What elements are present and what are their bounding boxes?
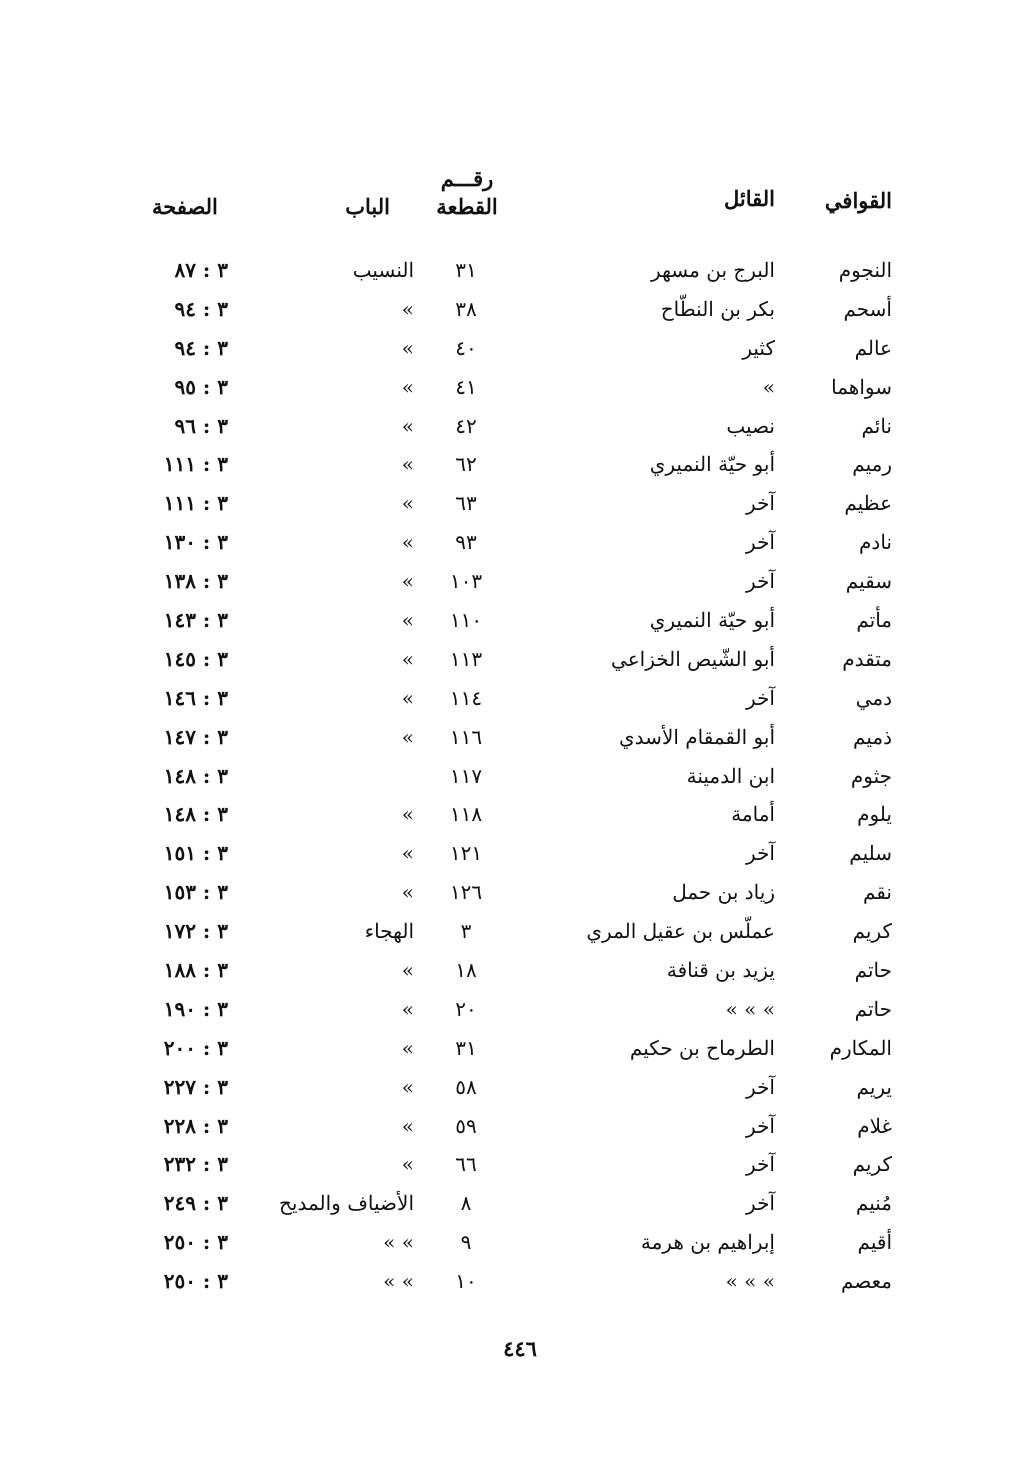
page-ref-cell: ٣ : ٢٢٧	[163, 1074, 228, 1099]
qail-cell: آخر	[746, 1152, 775, 1177]
piece-number-cell: ١٠	[455, 1269, 477, 1294]
qawafi-cell: كريم	[852, 1152, 892, 1177]
qail-cell: آخر	[746, 491, 775, 516]
qawafi-cell: كريم	[852, 919, 892, 944]
chapter-cell: »	[401, 1113, 414, 1138]
page-ref-cell: ٣ : ٢٣٢	[163, 1152, 228, 1177]
qawafi-cell: دمي	[855, 685, 892, 710]
qawafi-cell: نائم	[861, 413, 892, 438]
piece-number-cell: ٤٢	[455, 413, 477, 438]
qail-cell: البرج بن مسهر	[651, 258, 775, 282]
qawafi-cell: عظيم	[844, 491, 892, 516]
piece-number-cell: ١١٨	[449, 802, 483, 827]
qail-cell: نصيب	[726, 413, 775, 438]
piece-number-cell: ١١٣	[449, 646, 483, 671]
qail-cell: آخر	[746, 1191, 775, 1216]
page-ref-cell: ٣ : ٩٥	[174, 374, 228, 399]
qawafi-cell: أسحم	[843, 296, 892, 321]
page-ref-cell: ٣ : ١٤٥	[163, 646, 228, 671]
qail-cell: أبو حيّة النميري	[649, 608, 775, 633]
chapter-cell: »	[401, 374, 414, 399]
piece-number-cell: ٣	[460, 919, 472, 944]
qail-cell: إبراهيم بن هرمة	[640, 1230, 775, 1255]
chapter-cell: »	[401, 1074, 414, 1099]
qail-cell: »	[762, 374, 775, 399]
qail-cell: آخر	[746, 1113, 775, 1138]
page-ref-cell: ٣ : ١١١	[163, 491, 228, 516]
table-row	[0, 329, 1020, 368]
piece-number-cell: ٨	[460, 1191, 472, 1216]
piece-number-cell: ١٠٣	[449, 569, 483, 594]
qail-cell: آخر	[746, 530, 775, 555]
chapter-cell: »	[401, 491, 414, 516]
chapter-cell: »	[401, 958, 414, 983]
qail-cell: آخر	[746, 841, 775, 866]
table-row	[0, 1029, 1020, 1068]
table-row	[0, 1223, 1020, 1262]
piece-number-cell: ١١٧	[449, 763, 483, 788]
piece-number-cell: ٩٣	[455, 530, 477, 555]
qail-cell: كثير	[742, 335, 775, 360]
qawafi-cell: المكارم	[829, 1035, 892, 1060]
qail-cell: أبو حيّة النميري	[649, 452, 775, 477]
chapter-cell: »	[401, 996, 414, 1021]
table-row	[0, 1262, 1020, 1301]
table-row	[0, 290, 1020, 329]
table-row	[0, 1068, 1020, 1107]
page-ref-cell: ٣ : ٢٠٠	[163, 1035, 228, 1060]
chapter-cell: »	[401, 880, 414, 905]
page-ref-cell: ٣ : ٩٤	[174, 335, 228, 360]
table-row	[0, 873, 1020, 912]
qawafi-cell: نادم	[859, 530, 892, 555]
header-qawafi: القوافي	[824, 188, 892, 213]
page-ref-cell: ٣ : ١٥٣	[163, 880, 228, 905]
qail-cell: أبو الشّيص الخزاعي	[611, 646, 775, 671]
piece-number-cell: ٦٢	[455, 452, 477, 477]
header-raqm-bottom: القطعة	[436, 194, 498, 220]
qawafi-cell: حاتم	[854, 996, 892, 1021]
page-ref-cell: ٣ : ٨٧	[174, 258, 228, 282]
page-ref-cell: ٣ : ١٧٢	[163, 919, 228, 944]
table-row	[0, 834, 1020, 873]
chapter-cell: » »	[383, 1269, 414, 1294]
piece-number-cell: ٢٠	[455, 996, 477, 1021]
qail-cell: آخر	[746, 569, 775, 594]
piece-number-cell: ٩	[460, 1230, 472, 1255]
chapter-cell: »	[401, 335, 414, 360]
piece-number-cell: ٣١	[455, 258, 477, 282]
table-row	[0, 679, 1020, 718]
table-row	[0, 484, 1020, 523]
qawafi-cell: سليم	[849, 841, 892, 866]
qail-cell: » » »	[725, 996, 775, 1021]
table-row	[0, 562, 1020, 601]
qawafi-cell: مأتم	[856, 608, 892, 633]
chapter-cell: »	[401, 841, 414, 866]
qawafi-cell: أقيم	[857, 1230, 892, 1255]
piece-number-cell: ٤١	[455, 374, 477, 399]
chapter-cell: »	[401, 569, 414, 594]
qawafi-cell: نقم	[863, 880, 892, 905]
header-raqm-top: رقـــم	[440, 166, 494, 191]
chapter-cell: »	[401, 1035, 414, 1060]
page-ref-cell: ٣ : ١٤٦	[163, 685, 228, 710]
chapter-cell: النسيب	[352, 258, 414, 282]
table-row	[0, 990, 1020, 1029]
table-row	[0, 407, 1020, 446]
page-number: ٤٤٦	[503, 1336, 537, 1361]
piece-number-cell: ٣٨	[455, 296, 477, 321]
qawafi-cell: متقدم	[842, 646, 892, 671]
qail-cell: أبو القمقام الأسدي	[619, 724, 775, 749]
piece-number-cell: ١١٠	[449, 608, 483, 633]
qawafi-cell: سواهما	[831, 374, 892, 399]
header-qail: القائل	[723, 186, 775, 211]
table-row	[0, 523, 1020, 562]
page-ref-cell: ٣ : ١١١	[163, 452, 228, 477]
header-raqm	[436, 165, 498, 222]
chapter-cell: »	[401, 296, 414, 321]
table-row	[0, 1184, 1020, 1223]
qail-cell: يزيد بن قنافة	[666, 958, 775, 983]
table-row	[0, 912, 1020, 951]
chapter-cell: »	[401, 724, 414, 749]
qawafi-cell: ذميم	[853, 724, 892, 749]
chapter-cell: »	[401, 685, 414, 710]
header-bab: الباب	[345, 194, 390, 219]
table-row	[0, 951, 1020, 990]
chapter-cell: »	[401, 802, 414, 827]
table-row	[0, 445, 1020, 484]
qawafi-cell: عالم	[854, 335, 892, 360]
chapter-cell: الهجاء	[364, 919, 414, 944]
table-row	[0, 718, 1020, 757]
qail-cell: الطرماح بن حكيم	[629, 1035, 775, 1060]
chapter-cell: »	[401, 1152, 414, 1177]
page-ref-cell: ٣ : ١٨٨	[163, 958, 228, 983]
piece-number-cell: ١٢١	[449, 841, 483, 866]
page-ref-cell: ٣ : ٢٥٠	[163, 1230, 228, 1255]
chapter-cell: » »	[383, 1230, 414, 1255]
table-row	[0, 368, 1020, 407]
qawafi-cell: مُنيم	[855, 1191, 892, 1216]
table-row	[0, 1145, 1020, 1184]
qawafi-cell: حاتم	[854, 958, 892, 983]
chapter-cell: »	[401, 530, 414, 555]
page-ref-cell: ٣ : ١٤٨	[163, 763, 228, 788]
page-ref-cell: ٣ : ٩٦	[174, 413, 228, 438]
chapter-cell: »	[401, 608, 414, 633]
qail-cell: بكر بن النطّاح	[660, 296, 775, 321]
piece-number-cell: ٤٠	[455, 335, 477, 360]
qawafi-cell: يلوم	[857, 802, 892, 827]
piece-number-cell: ١١٦	[449, 724, 483, 749]
piece-number-cell: ١١٤	[449, 685, 483, 710]
chapter-cell: »	[401, 452, 414, 477]
page-ref-cell: ٣ : ١٤٣	[163, 608, 228, 633]
piece-number-cell: ١٨	[455, 958, 477, 983]
piece-number-cell: ٥٩	[455, 1113, 477, 1138]
index-table	[0, 251, 1020, 1301]
table-row	[0, 757, 1020, 796]
chapter-cell: »	[401, 646, 414, 671]
page-ref-cell: ٣ : ١٩٠	[163, 996, 228, 1021]
qail-cell: أمامة	[731, 802, 775, 827]
qawafi-cell: معصم	[840, 1269, 892, 1294]
page-ref-cell: ٣ : ١٣٨	[163, 569, 228, 594]
page-ref-cell: ٣ : ١٤٨	[163, 802, 228, 827]
table-row	[0, 601, 1020, 640]
qawafi-cell: رميم	[852, 452, 892, 477]
qawafi-cell: يريم	[856, 1074, 892, 1099]
table-row	[0, 640, 1020, 679]
chapter-cell: الأضياف والمديح	[278, 1191, 414, 1216]
qail-cell: ابن الدمينة	[686, 763, 775, 788]
qail-cell: آخر	[746, 1074, 775, 1099]
page-ref-cell: ٣ : ٢٢٨	[163, 1113, 228, 1138]
page-ref-cell: ٣ : ٢٤٩	[163, 1191, 228, 1216]
piece-number-cell: ١٢٦	[449, 880, 483, 905]
qail-cell: آخر	[746, 685, 775, 710]
table-row	[0, 795, 1020, 834]
qawafi-cell: غلام	[857, 1113, 892, 1138]
chapter-cell: »	[401, 413, 414, 438]
header-safha: الصفحة	[152, 194, 218, 219]
qail-cell: عملّس بن عقيل المري	[586, 919, 775, 944]
qawafi-cell: جثوم	[850, 763, 892, 788]
table-row	[0, 1107, 1020, 1146]
qail-cell: زياد بن حمل	[672, 880, 775, 905]
qawafi-cell: النجوم	[838, 258, 892, 282]
page-ref-cell: ٣ : ٢٥٠	[163, 1269, 228, 1294]
page-ref-cell: ٣ : ٩٤	[174, 296, 228, 321]
page-ref-cell: ٣ : ١٥١	[163, 841, 228, 866]
piece-number-cell: ٦٦	[455, 1152, 477, 1177]
page-ref-cell: ٣ : ١٤٧	[163, 724, 228, 749]
table-row	[0, 251, 1020, 290]
qail-cell: » » »	[725, 1269, 775, 1294]
piece-number-cell: ٣١	[455, 1035, 477, 1060]
qawafi-cell: سقيم	[845, 569, 892, 594]
piece-number-cell: ٦٣	[455, 491, 477, 516]
piece-number-cell: ٥٨	[455, 1074, 477, 1099]
page-ref-cell: ٣ : ١٣٠	[163, 530, 228, 555]
